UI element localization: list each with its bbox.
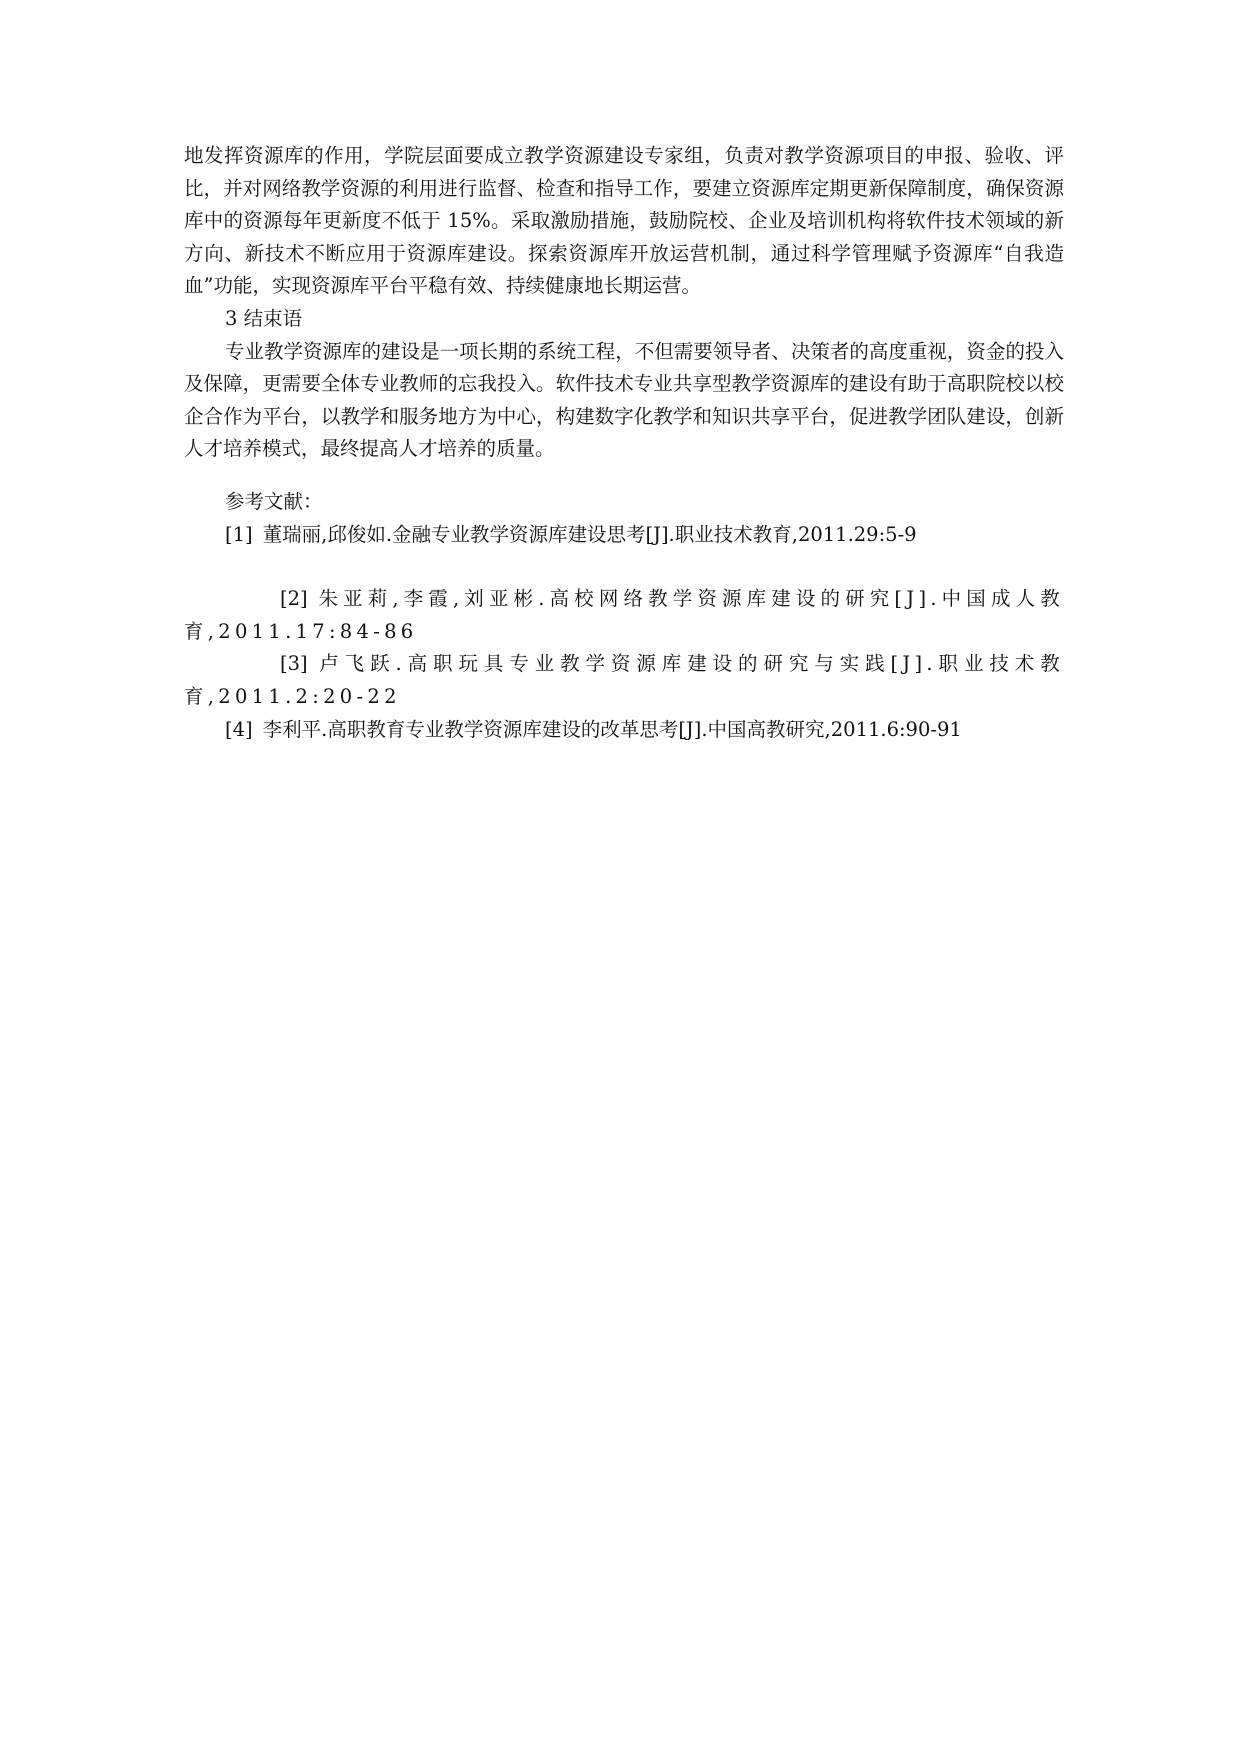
reference-label: [3]: [280, 652, 308, 676]
reference-label: [1]: [225, 522, 253, 546]
references-title: 参考文献：: [225, 489, 323, 513]
reference-label: [4]: [225, 717, 253, 741]
reference-text: 朱亚莉,李霞,刘亚彬.高校网络教学资源库建设的研究[J].中国成人教育,2011.17:84-86: [184, 587, 1064, 643]
reference-item: [184, 519, 1064, 552]
references-list: [184, 519, 1064, 747]
reference-text: 李利平.高职教育专业教学资源库建设的改革思考[J].中国高教研究,2011.6:90-91: [262, 717, 962, 741]
section-heading: 3 结束语: [225, 306, 303, 330]
reference-text: 董瑞丽,邱俊如.金融专业教学资源库建设思考[J].职业技术教育,2011.29:5-9: [262, 522, 917, 546]
reference-item: [184, 648, 1064, 713]
page-content: [184, 140, 1064, 746]
body-paragraph-continued: 地发挥资源库的作用，学院层面要成立教学资源建设专家组，负责对教学资源项目的申报、验收、评比，并对网络教学资源的利用进行监督、检查和指导工作，要建立资源库定期更新保障制度，确保资源库中的资源每年更新度不低于 15%。采取激励措施，鼓励院校、企业及培训机构将软件技术领域的新方向、新技术不断应用于资源库建设。探索资源库开放运营机制，通过科学管理赋予资源库“自我造血”功能，实现资源库平台平稳有效、持续健康地长期运营。: [184, 144, 1064, 298]
reference-text: 卢飞跃.高职玩具专业教学资源库建设的研究与实践[J].职业技术教育,2011.2:20-22: [184, 652, 1064, 708]
reference-item: [184, 714, 1064, 747]
conclusion-paragraph: 专业教学资源库的建设是一项长期的系统工程，不但需要领导者、决策者的高度重视，资金的投入及保障，更需要全体专业教师的忘我投入。软件技术专业共享型教学资源库的建设有助于高职院校以校企合作为平台，以教学和服务地方为中心，构建数字化教学和知识共享平台，促进教学团队建设，创新人才培养模式，最终提高人才培养的质量。: [184, 339, 1064, 461]
reference-label: [2]: [280, 587, 308, 611]
reference-item: [184, 583, 1064, 648]
